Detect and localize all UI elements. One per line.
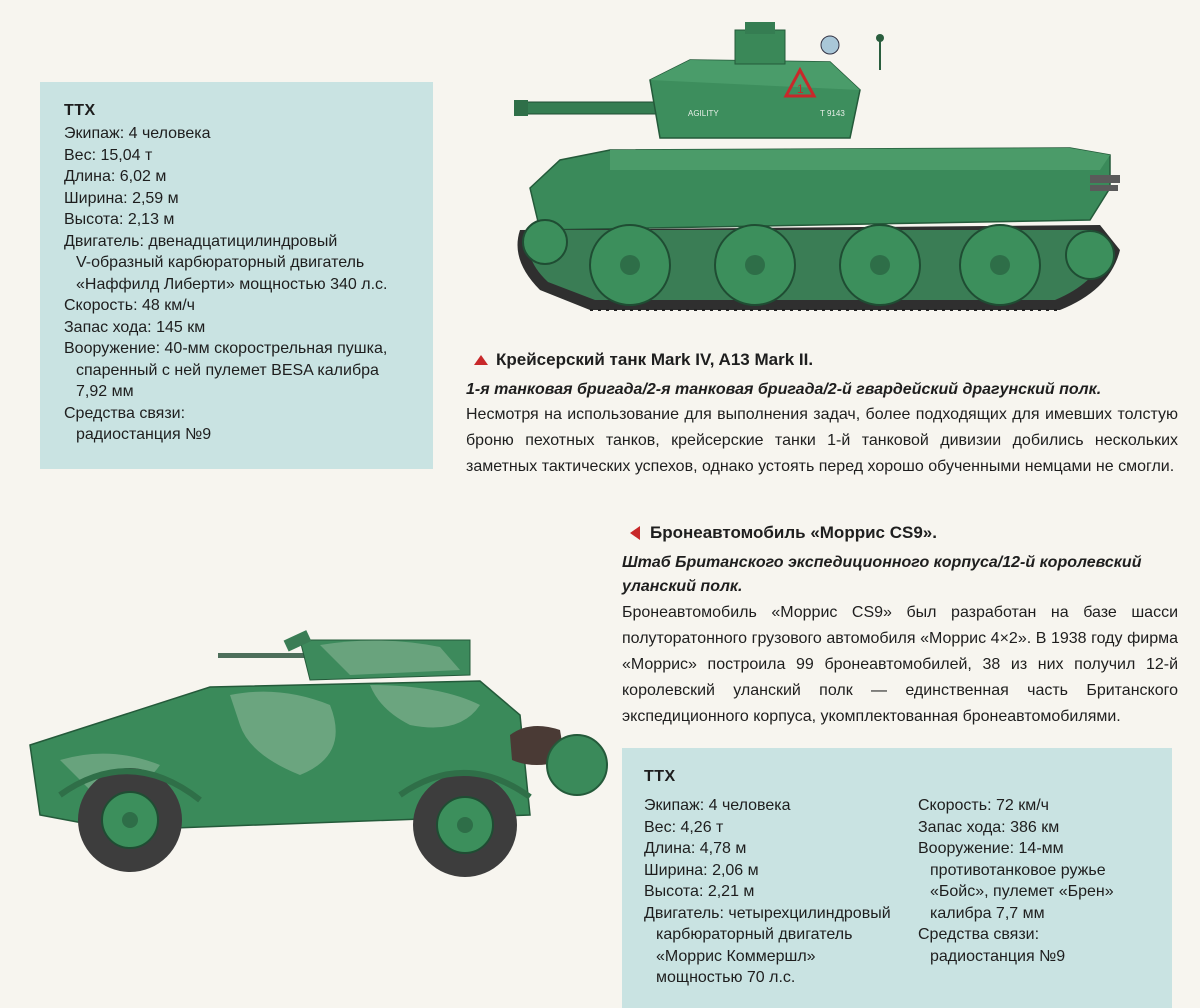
tank-specs-box [40,82,433,469]
spec-comms-cont: радиостанция №9 [76,426,212,443]
spec-weight: Вес: 15,04 т [64,146,153,164]
car-spec-width: Ширина: 2,06 м [644,861,759,879]
tank-number-label: T 9143 [820,109,845,118]
car-spec-engine-cont: карбюраторный двигатель [656,926,853,943]
car-spec-weight: Вес: 4,26 т [644,818,724,836]
car-spec-armament-cont: противотанковое ружье [930,861,1106,879]
tank-illustration [500,20,1140,330]
spec-range: Запас хода: 145 км [64,318,206,336]
car-caption-text: Бронеавтомобиль «Моррис CS9» был разработан на базе шасси полуторатонного грузового автомобиля «Моррис 4×2». В 1938 году фирма «Моррис» построила 99 бронеавтомобилей, 38 из них получил 12-й королевский уланский полк — единственная часть Британского экспедиционного корпуса, укомплектованная бронеавтомобилями. [622,604,1178,725]
car-specs-box [622,748,1172,1008]
car-spec-crew: Экипаж: 4 человека [644,797,791,814]
triangle-up-icon [474,355,488,365]
car-spec-engine: Двигатель: четырехцилиндровый [644,904,891,922]
tank-caption-subtitle: 1-я танковая бригада/2-я танковая бригада/2-й гвардейский драгунский полк. [466,381,1102,398]
car-caption-title: Бронеавтомобиль «Моррис CS9». [650,523,937,542]
car-spec-armament-cont: калибра 7,7 мм [930,904,1045,922]
car-spec-length: Длина: 4,78 м [644,840,747,857]
car-spec-armament-cont: «Бойс», пулемет «Брен» [930,883,1114,900]
tank-caption-text: Несмотря на использование для выполнения задач, более подходящих для имевших толстую броню пехотных танков, крейсерские танки 1-й танковой дивизии добились нескольких заметных тактических успехов, однако устоять перед хорошо обученными немцами не смогли. [466,406,1178,475]
tank-name-label: AGILITY [688,109,719,118]
car-spec-comms-cont: радиостанция №9 [930,947,1066,965]
spec-engine: Двигатель: двенадцатицилиндровый [64,232,338,250]
spec-speed: Скорость: 48 км/ч [64,297,196,314]
spec-crew: Экипаж: 4 человека [64,125,211,142]
car-specs-title: ТТХ [644,768,676,785]
car-spec-height: Высота: 2,21 м [644,883,755,900]
spec-armament-cont: спаренный с ней пулемет BESA калибра [76,361,379,379]
car-spec-engine-cont: «Моррис Коммершл» [656,947,816,965]
car-caption-subtitle: Штаб Британского экспедиционного корпуса/12-й королевский уланский полк. [622,554,1142,595]
spec-height: Высота: 2,13 м [64,211,175,228]
car-spec-engine-cont: мощностью 70 л.с. [656,969,796,986]
triangle-left-icon [630,526,640,540]
spec-width: Ширина: 2,59 м [64,189,179,207]
spec-comms: Средства связи: [64,404,186,422]
tank-caption-title: Крейсерский танк Mark IV, A13 Mark II. [496,350,814,369]
spec-armament: Вооружение: 40-мм скорострельная пушка, [64,340,388,357]
car-spec-armament: Вооружение: 14-мм [918,840,1064,857]
spec-engine-cont: «Наффилд Либерти» мощностью 340 л.с. [76,275,388,293]
car-spec-comms: Средства связи: [918,926,1040,943]
spec-length: Длина: 6,02 м [64,168,167,185]
spec-engine-cont: V-образный карбюраторный двигатель [76,254,365,271]
car-spec-range: Запас хода: 386 км [918,818,1060,836]
spec-armament-cont: 7,92 мм [76,383,134,400]
car-spec-speed: Скорость: 72 км/ч [918,797,1050,814]
unit-emblem-label: 1 [797,82,804,96]
tank-specs-title: ТТХ [64,102,96,119]
armored-car-illustration [20,625,610,885]
